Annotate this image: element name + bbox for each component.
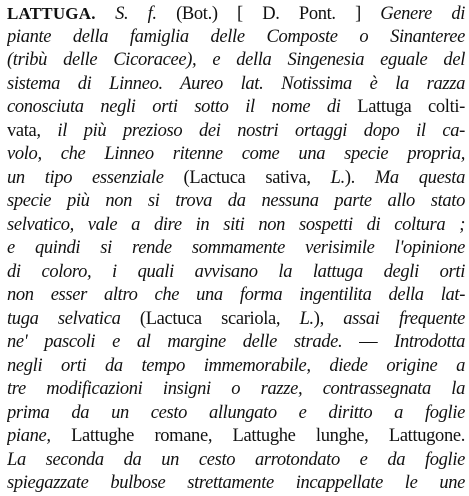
headword: LATTUGA.	[7, 4, 96, 23]
text-segment: Lattuga colti-	[357, 97, 465, 117]
text-segment: , il più prezioso dei nostri ortaggi dopo il ca-	[36, 120, 465, 141]
text-segment: Introdotta	[394, 332, 465, 352]
text-segment: di coloro, i quali avvisano la lattuga degli orti	[7, 261, 465, 282]
entry-line-6	[7, 120, 465, 144]
text-segment: tuga selvatica	[7, 308, 140, 329]
text-segment: (tribù delle Cicoracee), e della Singenesia eguale del	[7, 50, 465, 70]
gender-abbreviation: S. f.	[115, 4, 157, 24]
entry-line-19	[7, 425, 465, 449]
text-segment: piane,	[7, 426, 72, 446]
entry-line-8	[7, 167, 465, 191]
text-segment: ne' pascoli e al margine delle strade.	[7, 332, 360, 352]
entry-line-14	[7, 308, 465, 332]
text-segment: ),	[313, 308, 344, 329]
entry-line-10	[7, 214, 465, 238]
entry-line-15	[7, 331, 465, 355]
text-segment: Lattughe romane, Lattughe lunghe, Lattugone.	[71, 426, 465, 446]
entry-line-3	[7, 49, 465, 73]
entry-line-1	[7, 2, 465, 26]
text-segment: non esser altro che una forma ingentilita della lat-	[7, 285, 465, 305]
entry-line-11	[7, 237, 465, 261]
text-segment: assai frequente	[343, 308, 465, 329]
text-segment: volo, che Linneo ritenne come una specie propria,	[7, 144, 465, 164]
text-segment: ).	[344, 167, 375, 188]
text-segment: tre modificazioni insigni o razze, contrassegnata la	[7, 379, 465, 399]
text-segment: spiegazzate bulbose strettamente incappellate le une	[7, 473, 465, 493]
text-segment: prima da un cesto allungato e diritto a foglie	[7, 402, 465, 423]
text-segment: selvatico, vale a dire in siti non sospetti di coltura ;	[7, 214, 465, 235]
entry-line-13	[7, 284, 465, 308]
text-segment: (Lactuca sativa,	[183, 167, 331, 188]
entry-line-2	[7, 26, 465, 50]
entry-line-16	[7, 355, 465, 379]
entry-line-12	[7, 261, 465, 285]
entry-line-5	[7, 96, 465, 120]
text-segment: (Lactuca scariola,	[139, 308, 300, 329]
entry-line-21	[7, 472, 465, 496]
text-segment: e quindi si rende sommamente verisimile l'opinione	[7, 238, 465, 258]
text-segment: L.	[299, 308, 314, 329]
text-segment: L.	[330, 167, 345, 188]
text-segment: negli orti da tempo immemorabile, diede origine a	[7, 355, 465, 376]
text-segment: —	[359, 332, 395, 352]
entry-line-7	[7, 143, 465, 167]
text-segment: conosciuta negli orti sotto il nome di	[7, 97, 358, 117]
text-segment: La seconda da un cesto arrotondato e da foglie	[7, 449, 465, 470]
text-segment: vata	[7, 120, 37, 141]
entry-line-9	[7, 190, 465, 214]
text-segment: un tipo essenziale	[7, 167, 184, 188]
text-segment: piante della famiglia delle Composte o Sinanteree	[7, 26, 465, 47]
entry-line-20	[7, 449, 465, 473]
entry-line-17	[7, 378, 465, 402]
text-segment: sistema di Linneo. Aureo lat. Notissima è la razza	[7, 73, 465, 94]
text-segment: (Bot.) [ D. Pont. ]	[176, 4, 381, 24]
text-segment: Genere di	[380, 4, 465, 24]
dictionary-entry	[7, 2, 465, 496]
entry-line-18	[7, 402, 465, 426]
text-segment: specie più non si trova da nessuna parte allo stato	[7, 191, 465, 211]
entry-line-4	[7, 73, 465, 97]
text-segment: Ma questa	[374, 167, 465, 188]
